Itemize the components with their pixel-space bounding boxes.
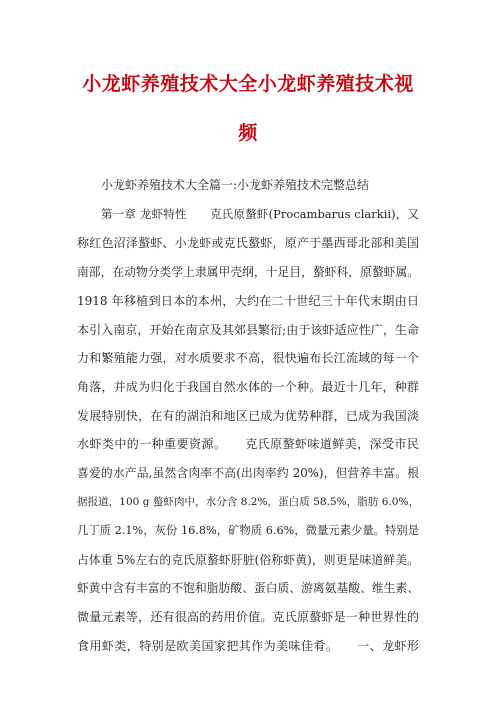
body-line: 南部，在动物分类学上隶属甲壳纲，十足目，螯虾科，原螯虾属。 [77, 265, 419, 279]
body-line: 本引入南京，开始在南京及其郊县繁衍;由于该虾适应性广，生命 [77, 323, 419, 337]
body-line: 1918 年移植到日本的本州，大约在二十世纪三十年代末期由日 [77, 294, 419, 308]
document-title-line-2: 频 [238, 122, 258, 144]
body-line: 食用虾类，特别是欧美国家把其作为美味佳肴。 一、龙虾形 [77, 639, 419, 653]
body-line: 发展特别快，在有的湖泊和地区已成为优势种群，已成为我国淡 [77, 409, 419, 423]
body-line: 占体重 5%左右的克氏原螯虾肝脏(俗称虾黄)，则更是味道鲜美。 [77, 553, 419, 567]
body-line: 称红色沼泽螯虾、小龙虾或克氏螯虾，原产于墨西哥北部和美国 [77, 236, 419, 250]
document-title-line-1: 小龙虾养殖技术大全小龙虾养殖技术视 [82, 73, 414, 95]
body-line: 微量元素等，还有很高的药用价值。克氏原螯虾是一种世界性的 [77, 610, 419, 624]
body-line: 第一章 龙虾特性 克氏原螯虾(Procambarus clarkii)，又 [101, 207, 419, 221]
body-line: 据报道，100 g 螯虾肉中，水分含 8.2%，蛋白质 58.5%，脂肪 6.0%， [77, 496, 419, 508]
body-line: 喜爱的水产品,虽然含肉率不高(出肉率约 20%)，但营养丰富。根 [77, 466, 419, 480]
body-line: 虾黄中含有丰富的不饱和脂肪酸、蛋白质、游离氨基酸、维生素、 [77, 581, 419, 595]
body-line: 力和繁殖能力强，对水质要求不高，很快遍布长江流域的每一个 [77, 351, 419, 365]
body-line: 水虾类中的一种重要资源。 克氏原螯虾味道鲜美，深受市民 [77, 437, 419, 451]
subtitle-line: 小龙虾养殖技术大全篇一:小龙虾养殖技术完整总结 [101, 178, 370, 192]
body-line: 几丁质 2.1%，灰份 16.8%，矿物质 6.6%，微量元素少量。特别是 [77, 524, 419, 537]
body-line: 角落，并成为归化于我国自然水体的一个种。最近十几年，种群 [77, 380, 419, 394]
